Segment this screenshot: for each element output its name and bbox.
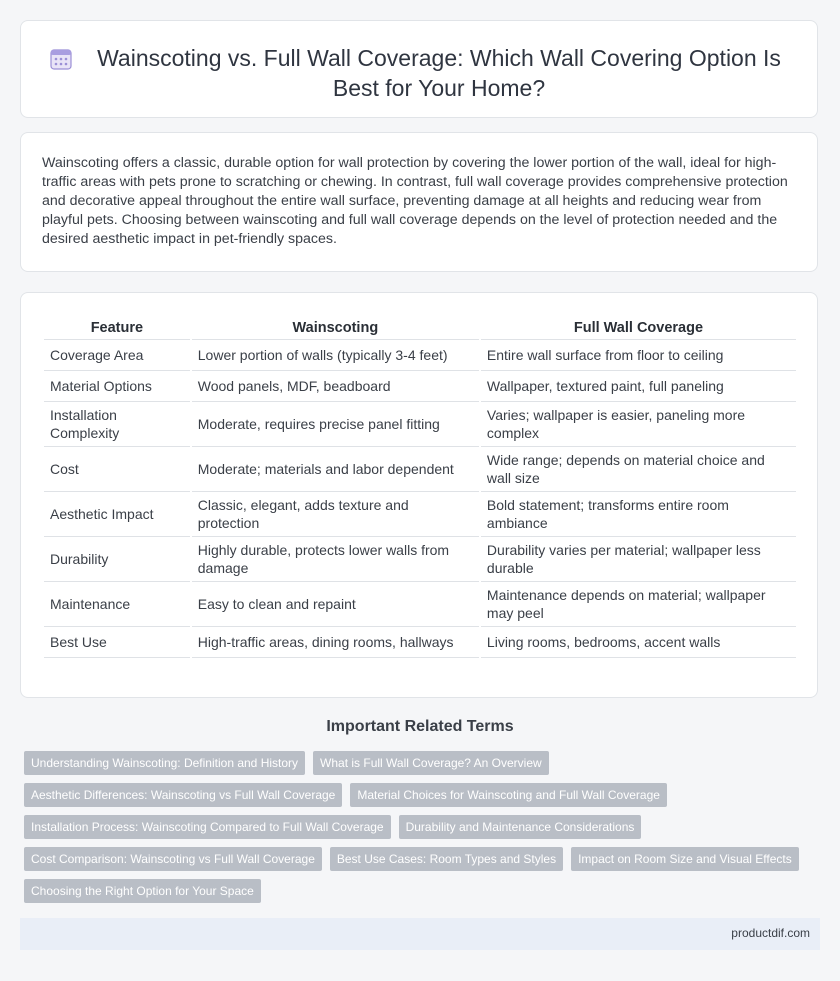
related-term-tag[interactable]: Best Use Cases: Room Types and Styles — [330, 847, 563, 871]
table-row — [44, 627, 796, 658]
header-wainscoting: Wainscoting — [192, 315, 479, 340]
page-title: Wainscoting vs. Full Wall Coverage: Which Wall Covering Option Is Best for Your Home? — [97, 45, 781, 101]
feature-cell: Maintenance — [44, 582, 190, 627]
table-row — [44, 492, 796, 537]
full-wall-cell: Bold statement; transforms entire room ambiance — [481, 492, 796, 537]
table-row — [44, 402, 796, 447]
comparison-card — [20, 292, 818, 698]
footer — [20, 918, 820, 950]
related-term-tag[interactable]: What is Full Wall Coverage? An Overview — [313, 751, 549, 775]
related-terms-heading: Important Related Terms — [326, 718, 514, 735]
related-term-tag[interactable]: Impact on Room Size and Visual Effects — [571, 847, 799, 871]
table-row — [44, 537, 796, 582]
full-wall-cell: Maintenance depends on material; wallpaper may peel — [481, 582, 796, 627]
wainscoting-cell: Lower portion of walls (typically 3-4 feet) — [192, 340, 479, 371]
feature-cell: Installation Complexity — [44, 402, 190, 447]
full-wall-cell: Varies; wallpaper is easier, paneling more complex — [481, 402, 796, 447]
intro-paragraph: Wainscoting offers a classic, durable option for wall protection by covering the lower portion of the wall, ideal for high-traffic areas with pets prone to scratching or chewing. In contrast, full wall coverage provides comprehensive protection and decorative appeal throughout the entire wall surface, preventing damage at all heights and reducing wear from playful pets. Choosing between wainscoting and full wall coverage depends on the level of protection needed and the desired aesthetic impact in pet-friendly spaces. — [42, 155, 788, 247]
full-wall-cell: Durability varies per material; wallpaper less durable — [481, 537, 796, 582]
feature-cell: Aesthetic Impact — [44, 492, 190, 537]
intro-card — [20, 132, 818, 272]
wainscoting-cell: High-traffic areas, dining rooms, hallways — [192, 627, 479, 658]
table-row — [44, 340, 796, 371]
feature-cell: Best Use — [44, 627, 190, 658]
full-wall-cell: Entire wall surface from floor to ceiling — [481, 340, 796, 371]
wainscoting-cell: Classic, elegant, adds texture and protection — [192, 492, 479, 537]
table-row — [44, 447, 796, 492]
table-row — [44, 582, 796, 627]
related-term-tag[interactable]: Material Choices for Wainscoting and Full Wall Coverage — [350, 783, 667, 807]
feature-cell: Durability — [44, 537, 190, 582]
wainscoting-cell: Moderate; materials and labor dependent — [192, 447, 479, 492]
related-term-tag[interactable]: Cost Comparison: Wainscoting vs Full Wall Coverage — [24, 847, 322, 871]
related-term-tag[interactable]: Aesthetic Differences: Wainscoting vs Full Wall Coverage — [24, 783, 342, 807]
header-card — [20, 20, 818, 118]
comparison-table — [42, 315, 798, 658]
wainscoting-cell: Moderate, requires precise panel fitting — [192, 402, 479, 447]
full-wall-cell: Wide range; depends on material choice and wall size — [481, 447, 796, 492]
footer-site-link[interactable]: productdif.com — [731, 926, 810, 940]
feature-cell: Cost — [44, 447, 190, 492]
full-wall-cell: Wallpaper, textured paint, full paneling — [481, 371, 796, 402]
wainscoting-cell: Highly durable, protects lower walls from damage — [192, 537, 479, 582]
header-full-wall-coverage: Full Wall Coverage — [481, 315, 796, 340]
feature-cell: Material Options — [44, 371, 190, 402]
feature-cell: Coverage Area — [44, 340, 190, 371]
related-term-tag[interactable]: Durability and Maintenance Considerations — [399, 815, 642, 839]
related-terms-list — [24, 751, 804, 911]
related-term-tag[interactable]: Understanding Wainscoting: Definition and History — [24, 751, 305, 775]
table-row — [44, 371, 796, 402]
table-header-row — [44, 315, 796, 340]
related-term-tag[interactable]: Installation Process: Wainscoting Compared to Full Wall Coverage — [24, 815, 391, 839]
wainscoting-cell: Wood panels, MDF, beadboard — [192, 371, 479, 402]
header-feature: Feature — [44, 315, 190, 340]
wainscoting-cell: Easy to clean and repaint — [192, 582, 479, 627]
related-term-tag[interactable]: Choosing the Right Option for Your Space — [24, 879, 261, 903]
full-wall-cell: Living rooms, bedrooms, accent walls — [481, 627, 796, 658]
